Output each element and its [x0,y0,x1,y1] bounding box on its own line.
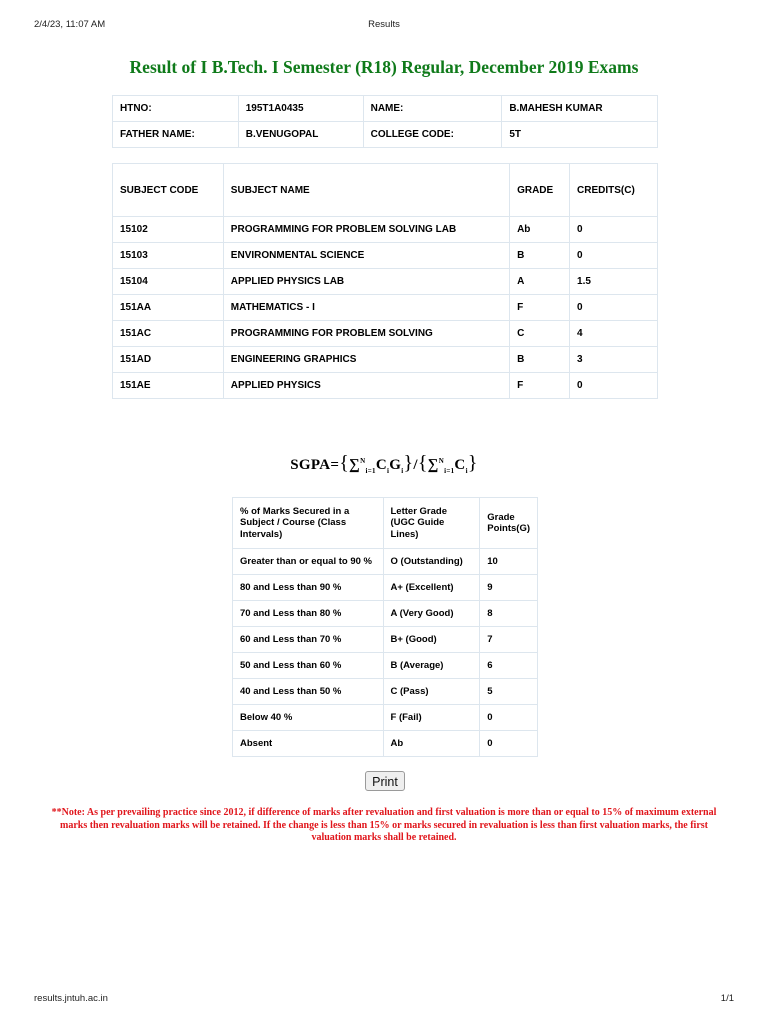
formula-brace: } [403,452,414,474]
college-code-value: 5T [502,122,658,148]
formula-brace: } [467,452,478,474]
formula-sigma: ∑ [349,457,361,473]
table-row [233,549,538,575]
subject-name: ENGINEERING GRAPHICS [224,347,510,373]
table-row [113,295,658,321]
column-header: Grade Points(G) [480,498,538,549]
subject-code: 15102 [113,217,224,243]
subject-name: ENVIRONMENTAL SCIENCE [224,243,510,269]
grade: A [510,269,570,295]
formula-credit: C [454,457,466,473]
table-row [233,575,538,601]
marks-interval: 80 and Less than 90 % [233,575,384,601]
table-row [113,269,658,295]
column-header: GRADE [510,164,570,217]
formula-lhs: SGPA= [290,457,340,473]
formula-lower-limit: i=1 [365,467,376,475]
page-title: Result of I B.Tech. I Semester (R18) Regular, December 2019 Exams [129,57,639,77]
grade: B [510,347,570,373]
formula-brace: { [417,452,428,474]
subject-name: APPLIED PHYSICS [224,373,510,399]
formula-sigma: ∑ [427,457,439,473]
name-value: B.MAHESH KUMAR [502,96,658,122]
table-row [233,679,538,705]
letter-grade: A (Very Good) [384,601,481,627]
table-row [233,731,538,757]
formula-grade: G [389,457,402,473]
formula-upper-limit: N [438,457,445,465]
formula-index: i [465,467,468,475]
student-info-table [112,95,658,148]
print-datetime: 2/4/23, 11:07 AM [34,19,106,30]
column-header: SUBJECT NAME [224,164,510,217]
column-header: CREDITS(C) [570,164,658,217]
grade-scale-table [232,497,538,757]
marks-interval: 70 and Less than 80 % [233,601,384,627]
subject-code: 15104 [113,269,224,295]
column-header: % of Marks Secured in a Subject / Course (Class Intervals) [233,498,384,549]
subject-name: APPLIED PHYSICS LAB [224,269,510,295]
table-row [113,347,658,373]
subject-code: 151AD [113,347,224,373]
father-name-value: B.VENUGOPAL [239,122,364,148]
table-row [113,122,658,148]
letter-grade: F (Fail) [384,705,481,731]
marks-interval: Below 40 % [233,705,384,731]
grade-points: 8 [480,601,538,627]
table-row [113,373,658,399]
credits: 1.5 [570,269,658,295]
letter-grade: A+ (Excellent) [384,575,481,601]
subject-code: 151AA [113,295,224,321]
grade: B [510,243,570,269]
credits: 4 [570,321,658,347]
subject-code: 15103 [113,243,224,269]
table-header-row [233,498,538,549]
subject-code: 151AE [113,373,224,399]
grade-points: 10 [480,549,538,575]
print-url: results.jntuh.ac.in [34,993,108,1004]
credits: 3 [570,347,658,373]
grade-points: 5 [480,679,538,705]
formula-index: i [401,467,404,475]
table-row [233,601,538,627]
table-row [233,627,538,653]
college-code-label: COLLEGE CODE: [364,122,503,148]
marks-interval: 50 and Less than 60 % [233,653,384,679]
table-row [233,705,538,731]
grade-points: 0 [480,705,538,731]
htno-value: 195T1A0435 [239,96,364,122]
marks-interval: Greater than or equal to 90 % [233,549,384,575]
credits: 0 [570,217,658,243]
column-header: SUBJECT CODE [113,164,224,217]
marks-table [112,163,658,399]
formula-brace: { [339,452,350,474]
letter-grade: B (Average) [384,653,481,679]
grade: F [510,295,570,321]
subject-name: PROGRAMMING FOR PROBLEM SOLVING LAB [224,217,510,243]
grade: Ab [510,217,570,243]
print-page-title: Results [368,19,400,30]
table-row [113,217,658,243]
sgpa-formula [0,452,768,475]
father-name-label: FATHER NAME: [113,122,239,148]
letter-grade: C (Pass) [384,679,481,705]
subject-code: 151AC [113,321,224,347]
print-header [0,19,768,33]
table-row [113,243,658,269]
grade-points: 7 [480,627,538,653]
subject-name: PROGRAMMING FOR PROBLEM SOLVING [224,321,510,347]
formula-credit: C [375,457,387,473]
column-header: Letter Grade (UGC Guide Lines) [384,498,481,549]
formula-slash: / [413,457,418,473]
revaluation-note: **Note: As per prevailing practice since 2012, if difference of marks after revaluation and first valuation is more than or equal to 15% of maximum external marks then revaluation marks will be retained. If the change is less than 15% or marks secured in revaluation is less than first valuation marks, the first valuation marks shall be retained. [51,807,717,843]
name-label: NAME: [364,96,503,122]
grade: C [510,321,570,347]
credits: 0 [570,243,658,269]
formula-upper-limit: N [360,457,366,465]
subject-name: MATHEMATICS - I [224,295,510,321]
letter-grade: B+ (Good) [384,627,481,653]
grade-points: 0 [480,731,538,757]
grade-points: 6 [480,653,538,679]
table-row [233,653,538,679]
credits: 0 [570,295,658,321]
marks-interval: 40 and Less than 50 % [233,679,384,705]
letter-grade: Ab [384,731,481,757]
table-row [113,321,658,347]
table-row [113,96,658,122]
table-header-row [113,164,658,217]
grade-points: 9 [480,575,538,601]
page-number: 1/1 [720,993,734,1004]
marks-interval: Absent [233,731,384,757]
marks-interval: 60 and Less than 70 % [233,627,384,653]
letter-grade: O (Outstanding) [384,549,481,575]
htno-label: HTNO: [113,96,239,122]
print-button[interactable]: Print [365,771,405,791]
formula-lower-limit: i=1 [444,467,455,475]
grade: F [510,373,570,399]
formula-index: i [386,467,390,475]
credits: 0 [570,373,658,399]
